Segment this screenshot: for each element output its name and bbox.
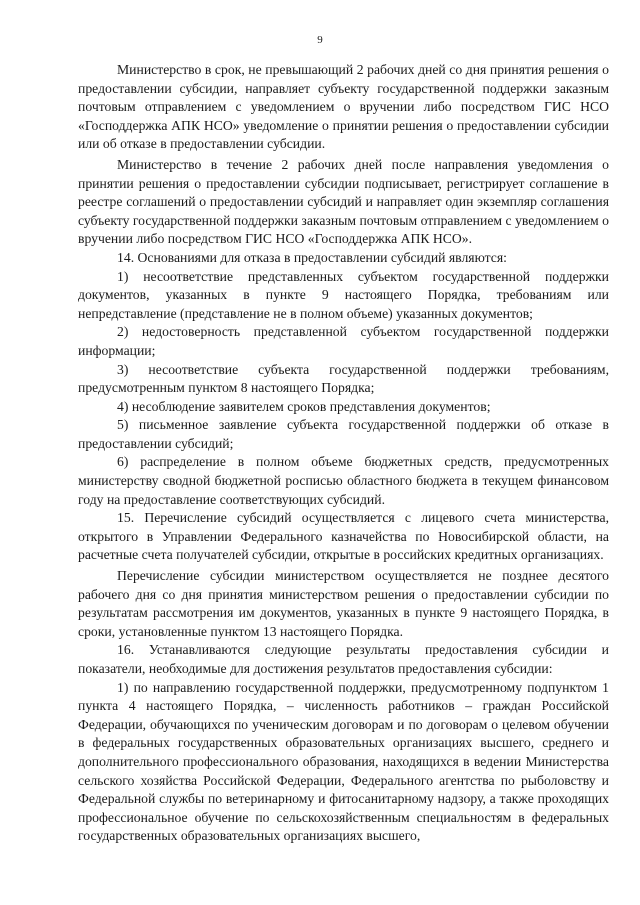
list-item: 1) по направлению государственной поддержки, предусмотренному подпунктом 1 пункта 4 настоящего Порядка, – численность работников – граждан Российской Федерации, обучающихся по ученическим договорам и по договорам о целевом обучении в федеральных государственных образовательных организациях высшего, среднего и дополнительного профессионального образования, находящихся в ведении Министерства сельского хозяйства Российской Федерации, Федерального агентства по рыболовству и Федеральной службы по ветеринарному и фитосанитарному надзору, а также проходящих профессиональное обучение по сельскохозяйственным специальностям в федеральных государственных образовательных организациях высшего, xyxy=(78,679,609,844)
list-item: 3) несоответствие субъекта государственной поддержки требованиям, предусмотренным пунктом 8 настоящего Порядка; xyxy=(78,361,609,396)
list-item: 2) недостоверность представленной субъектом государственной поддержки информации; xyxy=(78,324,609,358)
list-item: 5) письменное заявление субъекта государственной поддержки об отказе в предоставлении субсидий; xyxy=(78,417,609,451)
paragraph: Министерство в срок, не превышающий 2 рабочих дней со дня принятия решения о предоставлении субсидии, направляет субъекту государственной поддержки заказным почтовым отправлением с уведомлением о вручении либо посредством ГИС НСО «Господдержка АПК НСО» уведомление о принятии решения о предоставлении субсидии или об отказе в предоставлении субсидии. xyxy=(78,62,609,152)
paragraph: 16. Устанавливаются следующие результаты предоставления субсидии и показатели, необходимые для достижения результатов предоставления субсидии: xyxy=(78,642,609,676)
paragraph: Перечисление субсидии министерством осуществляется не позднее десятого рабочего дня со дня принятия министерством решения о предоставлении субсидии по результатам рассмотрения им документов, указанных в пункте 9 настоящего Порядка, в сроки, установленные пунктом 13 настоящего Порядка. xyxy=(78,568,609,639)
list-item: 4) несоблюдение заявителем сроков представления документов; xyxy=(117,398,491,414)
document-body xyxy=(78,61,609,846)
list-item: 6) распределение в полном объеме бюджетных средств, предусмотренных министерству сводной бюджетной росписью областного бюджета в текущем финансовом году на предоставление соответствующих субсидий. xyxy=(78,454,609,507)
paragraph: 14. Основаниями для отказа в предоставлении субсидий являются: xyxy=(117,249,507,265)
paragraph: Министерство в течение 2 рабочих дней после направления уведомления о принятии решения о предоставлении субсидии подписывает, регистрирует соглашение в реестре соглашений о предоставлении субсидий и направляет один экземпляр соглашения субъекту государственной поддержки заказным почтовым отправлением с уведомлением о вручении либо посредством ГИС НСО «Господдержка АПК НСО». xyxy=(78,156,609,247)
list-item: 1) несоответствие представленных субъектом государственной поддержки документов, указанных в пункте 9 настоящего Порядка, требованиям или непредставление (представление не в полном объеме) указанных документов; xyxy=(78,268,609,321)
paragraph: 15. Перечисление субсидий осуществляется с лицевого счета министерства, открытого в Управлении Федерального казначейства по Новосибирской области, на расчетные счета получателей субсидии, открытые в российских кредитных организациях. xyxy=(78,510,609,563)
page-number: 9 xyxy=(317,34,323,46)
